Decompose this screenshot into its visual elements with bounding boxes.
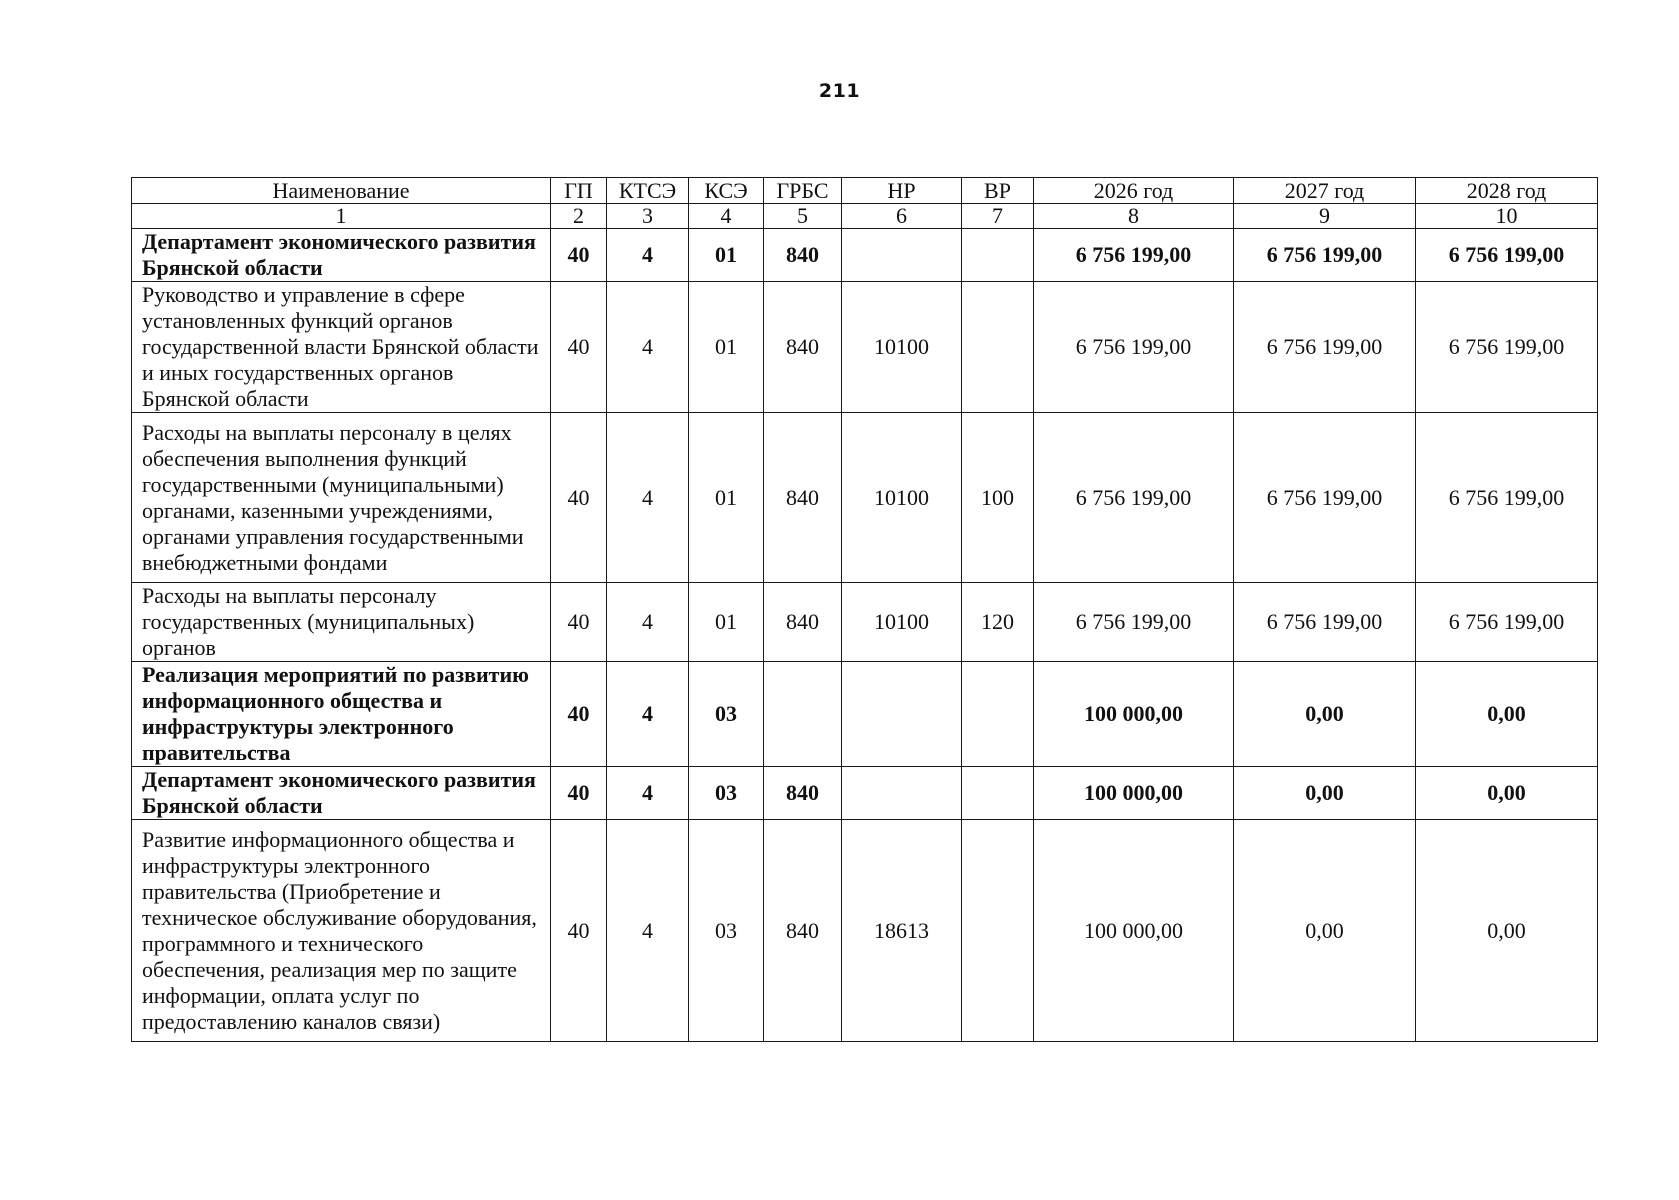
nr-cell: [842, 229, 962, 282]
vr-cell: [962, 282, 1034, 413]
amount-2026-cell: 6 756 199,00: [1034, 583, 1234, 662]
name-cell: Департамент экономического развития Брянской области: [132, 229, 551, 282]
column-number: 7: [962, 204, 1034, 229]
header-2027: 2027 год: [1234, 178, 1416, 204]
ktse-cell: 4: [607, 413, 689, 583]
column-number: 6: [842, 204, 962, 229]
amount-2027-cell: 6 756 199,00: [1234, 413, 1416, 583]
kse-cell: 01: [689, 282, 764, 413]
grbs-cell: 840: [764, 767, 842, 820]
amount-2026-cell: 6 756 199,00: [1034, 413, 1234, 583]
amount-2028-cell: 0,00: [1416, 820, 1598, 1042]
name-cell: Расходы на выплаты персоналу в целях обеспечения выполнения функций государственными (муниципальными) органами, казенными учреждениями, органами управления государственными внебюджетными фондами: [132, 413, 551, 583]
table-row: [132, 413, 1598, 583]
column-number-row: [132, 204, 1598, 229]
header-gp: ГП: [551, 178, 607, 204]
table-row: [132, 229, 1598, 282]
grbs-cell: 840: [764, 229, 842, 282]
name-cell: Реализация мероприятий по развитию информационного общества и инфраструктуры электронного правительства: [132, 662, 551, 767]
header-vr: ВР: [962, 178, 1034, 204]
amount-2026-cell: 100 000,00: [1034, 662, 1234, 767]
grbs-cell: 840: [764, 282, 842, 413]
amount-2028-cell: 6 756 199,00: [1416, 583, 1598, 662]
budget-table: [131, 177, 1598, 1042]
header-row: [132, 178, 1598, 204]
ktse-cell: 4: [607, 662, 689, 767]
amount-2028-cell: 6 756 199,00: [1416, 413, 1598, 583]
column-number: 10: [1416, 204, 1598, 229]
nr-cell: 10100: [842, 413, 962, 583]
gp-cell: 40: [551, 583, 607, 662]
vr-cell: [962, 767, 1034, 820]
nr-cell: [842, 767, 962, 820]
header-kse: КСЭ: [689, 178, 764, 204]
vr-cell: [962, 820, 1034, 1042]
amount-2026-cell: 6 756 199,00: [1034, 282, 1234, 413]
amount-2028-cell: 6 756 199,00: [1416, 282, 1598, 413]
ktse-cell: 4: [607, 583, 689, 662]
grbs-cell: [764, 662, 842, 767]
amount-2026-cell: 100 000,00: [1034, 767, 1234, 820]
nr-cell: 18613: [842, 820, 962, 1042]
ktse-cell: 4: [607, 282, 689, 413]
header-2026: 2026 год: [1034, 178, 1234, 204]
gp-cell: 40: [551, 662, 607, 767]
grbs-cell: 840: [764, 413, 842, 583]
column-number: 8: [1034, 204, 1234, 229]
amount-2027-cell: 6 756 199,00: [1234, 583, 1416, 662]
name-cell: Развитие информационного общества и инфраструктуры электронного правительства (Приобретение и техническое обслуживание оборудования, программного и технического обеспечения, реализация мер по защите информации, оплата услуг по предоставлению каналов связи): [132, 820, 551, 1042]
kse-cell: 01: [689, 229, 764, 282]
kse-cell: 03: [689, 820, 764, 1042]
table-row: [132, 583, 1598, 662]
amount-2026-cell: 6 756 199,00: [1034, 229, 1234, 282]
grbs-cell: 840: [764, 820, 842, 1042]
name-cell: Руководство и управление в сфере установленных функций органов государственной власти Брянской области и иных государственных органов Брянской области: [132, 282, 551, 413]
header-ktse: КТСЭ: [607, 178, 689, 204]
gp-cell: 40: [551, 820, 607, 1042]
table-header: [132, 178, 1598, 229]
ktse-cell: 4: [607, 229, 689, 282]
name-cell: Расходы на выплаты персоналу государственных (муниципальных) органов: [132, 583, 551, 662]
name-cell: Департамент экономического развития Брянской области: [132, 767, 551, 820]
column-number: 3: [607, 204, 689, 229]
column-number: 9: [1234, 204, 1416, 229]
column-number: 4: [689, 204, 764, 229]
column-number: 5: [764, 204, 842, 229]
kse-cell: 03: [689, 767, 764, 820]
vr-cell: [962, 229, 1034, 282]
ktse-cell: 4: [607, 820, 689, 1042]
vr-cell: [962, 662, 1034, 767]
gp-cell: 40: [551, 413, 607, 583]
kse-cell: 01: [689, 413, 764, 583]
table-row: [132, 820, 1598, 1042]
amount-2028-cell: 0,00: [1416, 662, 1598, 767]
table-row: [132, 662, 1598, 767]
table-row: [132, 767, 1598, 820]
nr-cell: [842, 662, 962, 767]
gp-cell: 40: [551, 229, 607, 282]
amount-2027-cell: 0,00: [1234, 662, 1416, 767]
column-number: 1: [132, 204, 551, 229]
gp-cell: 40: [551, 282, 607, 413]
amount-2027-cell: 0,00: [1234, 820, 1416, 1042]
nr-cell: 10100: [842, 583, 962, 662]
nr-cell: 10100: [842, 282, 962, 413]
amount-2027-cell: 6 756 199,00: [1234, 229, 1416, 282]
amount-2026-cell: 100 000,00: [1034, 820, 1234, 1042]
amount-2027-cell: 0,00: [1234, 767, 1416, 820]
column-number: 2: [551, 204, 607, 229]
header-nr: НР: [842, 178, 962, 204]
kse-cell: 01: [689, 583, 764, 662]
gp-cell: 40: [551, 767, 607, 820]
grbs-cell: 840: [764, 583, 842, 662]
vr-cell: 120: [962, 583, 1034, 662]
amount-2028-cell: 0,00: [1416, 767, 1598, 820]
vr-cell: 100: [962, 413, 1034, 583]
header-2028: 2028 год: [1416, 178, 1598, 204]
table-body: [132, 229, 1598, 1042]
page-number: 211: [818, 80, 861, 102]
kse-cell: 03: [689, 662, 764, 767]
ktse-cell: 4: [607, 767, 689, 820]
table-row: [132, 282, 1598, 413]
header-grbs: ГРБС: [764, 178, 842, 204]
header-name: Наименование: [132, 178, 551, 204]
amount-2028-cell: 6 756 199,00: [1416, 229, 1598, 282]
amount-2027-cell: 6 756 199,00: [1234, 282, 1416, 413]
